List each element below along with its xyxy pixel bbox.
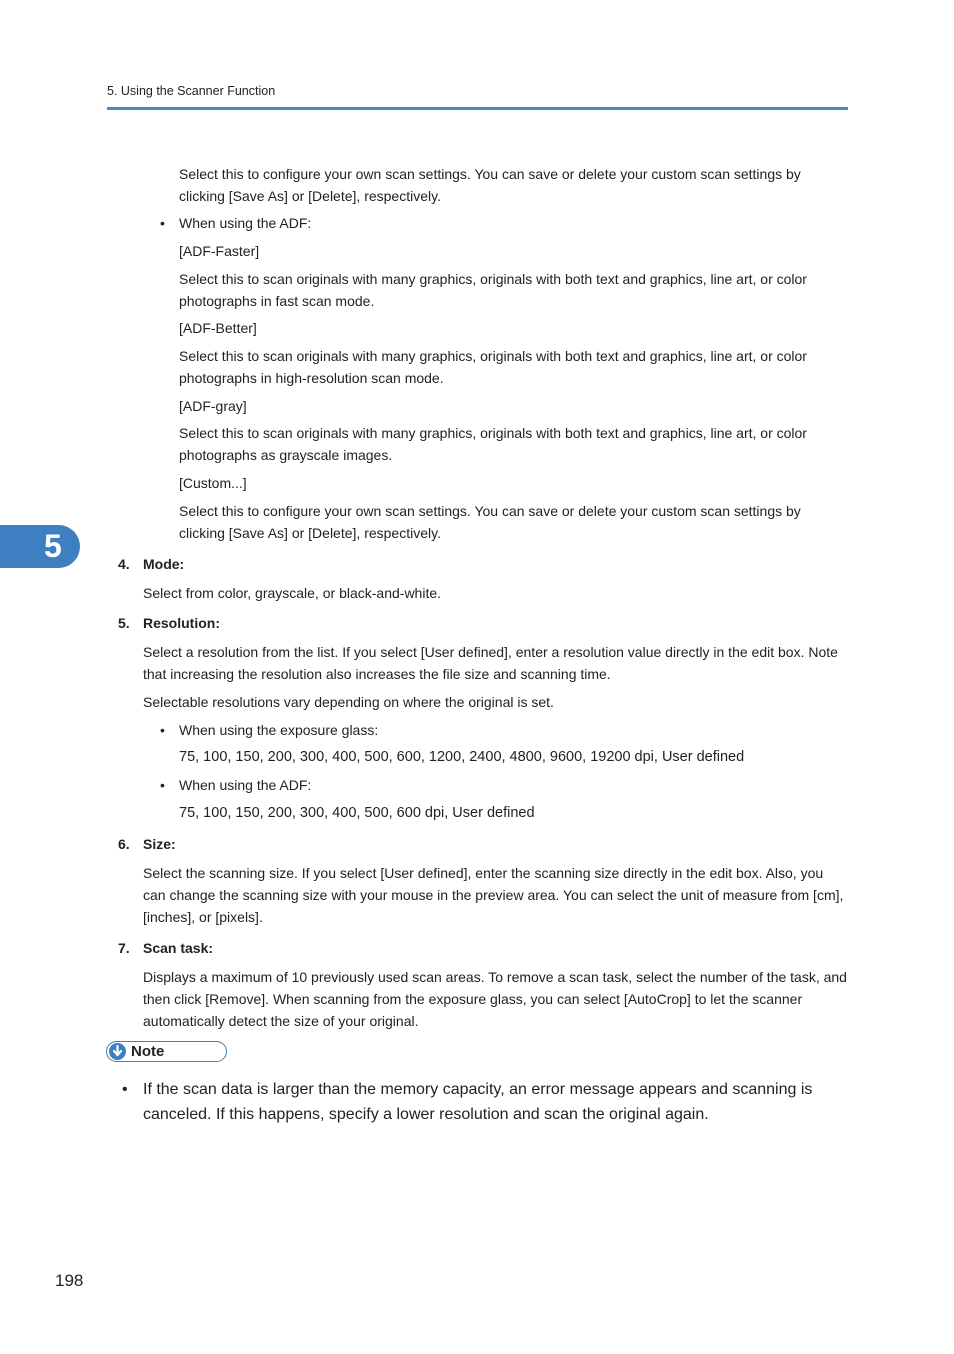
resolution-text2: Selectable resolutions vary depending on where the original is set. bbox=[143, 694, 554, 710]
adf-faster-name: [ADF-Faster] bbox=[179, 243, 260, 259]
size-number: 6. bbox=[118, 836, 130, 852]
note-label: Note bbox=[131, 1043, 165, 1060]
chapter-tab bbox=[0, 525, 80, 568]
bullet-dot: • bbox=[160, 722, 165, 738]
adf-custom-desc: Select this to configure your own scan settings. You can save or delete your custom scan settings by clicking [Save As] or [Delete], respectively. bbox=[179, 503, 801, 541]
resolution-number: 5. bbox=[118, 615, 130, 631]
mode-number: 4. bbox=[118, 556, 130, 572]
size-text: Select the scanning size. If you select [User defined], enter the scanning size directly in the edit box. Also, you can change the scanning size with your mouse in the preview area. You can select the unit of measure from [cm], [inches], or [pixels]. bbox=[143, 865, 844, 925]
resolution-adf-values: 75, 100, 150, 200, 300, 400, 500, 600 dpi, User defined bbox=[179, 805, 535, 821]
adf-faster-desc: Select this to scan originals with many graphics, originals with both text and graphics, line art, or color photographs in fast scan mode. bbox=[179, 271, 807, 309]
bullet-dot: • bbox=[160, 215, 165, 231]
bullet-dot: • bbox=[122, 1081, 128, 1098]
bullet-dot: • bbox=[160, 777, 165, 793]
scan-task-heading: Scan task: bbox=[143, 940, 214, 956]
down-arrow-icon bbox=[109, 1043, 126, 1060]
chapter-tab-number: 5 bbox=[44, 528, 62, 564]
resolution-adf-label: When using the ADF: bbox=[179, 777, 312, 793]
resolution-text1: Select a resolution from the list. If you select [User defined], enter a resolution value directly in the edit box. Note that increasing the resolution also increases the file size and scanning time. bbox=[143, 644, 838, 682]
resolution-glass-label: When using the exposure glass: bbox=[179, 722, 379, 738]
adf-better-desc: Select this to scan originals with many graphics, originals with both text and graphics, line art, or color photographs in high-resolution scan mode. bbox=[179, 348, 807, 386]
scan-task-text: Displays a maximum of 10 previously used scan areas. To remove a scan task, select the number of the task, and then click [Remove]. When scanning from the exposure glass, you can select [AutoCrop] to let the scanner automatically detect the size of your original. bbox=[143, 969, 847, 1029]
adf-custom-name: [Custom...] bbox=[179, 475, 247, 491]
mode-text: Select from color, grayscale, or black-and-white. bbox=[143, 585, 442, 601]
page-number: 198 bbox=[55, 1271, 84, 1290]
mode-heading: Mode: bbox=[143, 556, 185, 572]
adf-gray-name: [ADF-gray] bbox=[179, 398, 247, 414]
header-rule bbox=[107, 107, 848, 110]
scan-task-number: 7. bbox=[118, 940, 130, 956]
note-badge bbox=[106, 1041, 227, 1062]
adf-gray-desc: Select this to scan originals with many graphics, originals with both text and graphics, line art, or color photographs as grayscale images. bbox=[179, 425, 807, 463]
size-heading: Size: bbox=[143, 836, 176, 852]
resolution-heading: Resolution: bbox=[143, 615, 220, 631]
adf-bullet-label: When using the ADF: bbox=[179, 215, 312, 231]
note-text: If the scan data is larger than the memory capacity, an error message appears and scanning is canceled. If this happens, specify a lower resolution and scan the original again. bbox=[143, 1081, 813, 1123]
resolution-glass-values: 75, 100, 150, 200, 300, 400, 500, 600, 1200, 2400, 4800, 9600, 19200 dpi, User defined bbox=[179, 749, 745, 765]
custom-top-desc: Select this to configure your own scan settings. You can save or delete your custom scan settings by clicking [Save As] or [Delete], respectively. bbox=[179, 166, 801, 204]
running-header: 5. Using the Scanner Function bbox=[107, 84, 276, 98]
adf-better-name: [ADF-Better] bbox=[179, 320, 257, 336]
